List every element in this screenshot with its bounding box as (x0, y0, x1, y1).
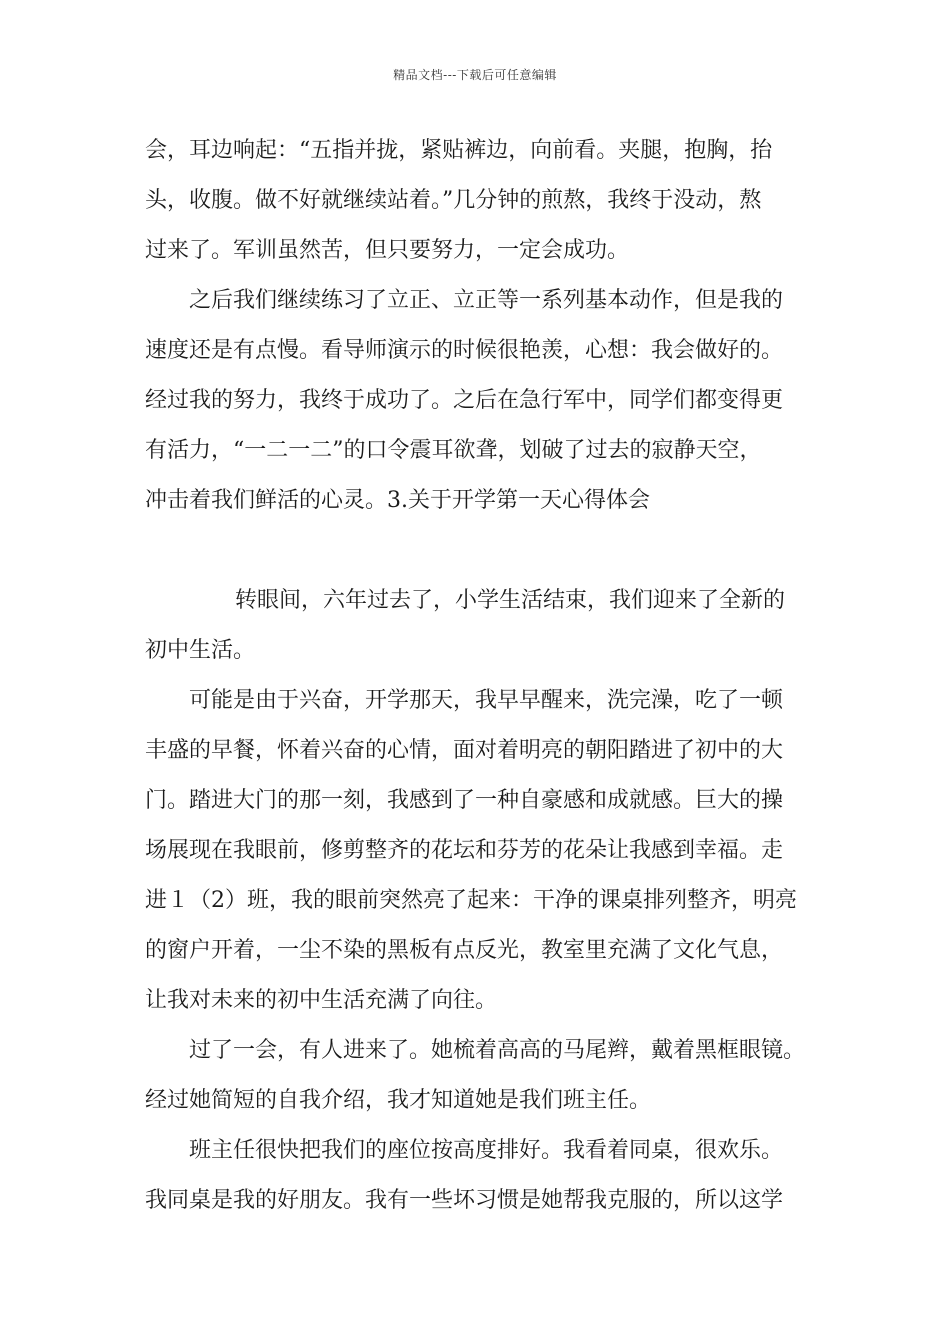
text-line: 让我对未来的初中生活充满了向往。 (145, 988, 498, 1013)
text-line: 进１（2）班，我的眼前突然亮了起来：干净的课桌排列整齐，明亮 (145, 888, 797, 913)
text-line: 丰盛的早餐，怀着兴奋的心情，面对着明亮的朝阳踏进了初中的大 (145, 738, 784, 763)
text-line: 班主任很快把我们的座位按高度排好。我看着同桌，很欢乐。 (189, 1138, 784, 1163)
text-line: 门。踏进大门的那一刻，我感到了一种自豪感和成就感。巨大的操 (145, 788, 784, 813)
text-line: 我同桌是我的好朋友。我有一些坏习惯是她帮我克服的，所以这学 (145, 1188, 784, 1213)
text-line: 初中生活。 (145, 638, 256, 663)
paragraph (145, 126, 815, 276)
text-line: 冲击着我们鲜活的心灵。3.关于开学第一天心得体会 (145, 488, 650, 513)
text-line: 转眼间，六年过去了，小学生活结束，我们迎来了全新的 (235, 588, 786, 613)
page-header: 精品文档---下载后可任意编辑 (393, 68, 557, 82)
text-line: 的窗户开着，一尘不染的黑板有点反光，教室里充满了文化气息， (145, 938, 784, 963)
text-line: 经过我的努力，我终于成功了。之后在急行军中，同学们都变得更 (145, 388, 784, 413)
text-line: 场展现在我眼前，修剪整齐的花坛和芬芳的花朵让我感到幸福。走 (145, 838, 784, 863)
paragraph (145, 1026, 815, 1126)
text-line: 过来了。军训虽然苦，但只要努力，一定会成功。 (145, 238, 630, 263)
text-line: 经过她简短的自我介绍，我才知道她是我们班主任。 (145, 1088, 652, 1113)
document-body (145, 126, 815, 1226)
paragraph (145, 1126, 815, 1226)
text-line: 有活力，“一二一二”的口令震耳欲聋，划破了过去的寂静天空， (145, 438, 762, 463)
text-line: 过了一会，有人进来了。她梳着高高的马尾辫，戴着黑框眼镜。 (189, 1038, 806, 1063)
blank-line (145, 526, 815, 576)
text-line: 会，耳边响起：“五指并拢，紧贴裤边，向前看。夹腿，抱胸，抬 (145, 138, 773, 163)
paragraph (145, 576, 815, 676)
paragraph (145, 276, 815, 526)
paragraph (145, 676, 815, 1026)
text-line: 可能是由于兴奋，开学那天，我早早醒来，洗完澡，吃了一顿 (189, 688, 784, 713)
text-line: 速度还是有点慢。看导师演示的时候很艳羡，心想：我会做好的。 (145, 338, 784, 363)
text-line: 头，收腹。做不好就继续站着。”几分钟的煎熬，我终于没动，熬 (145, 188, 762, 213)
text-line: 之后我们继续练习了立正、立正等一系列基本动作，但是我的 (189, 288, 784, 313)
